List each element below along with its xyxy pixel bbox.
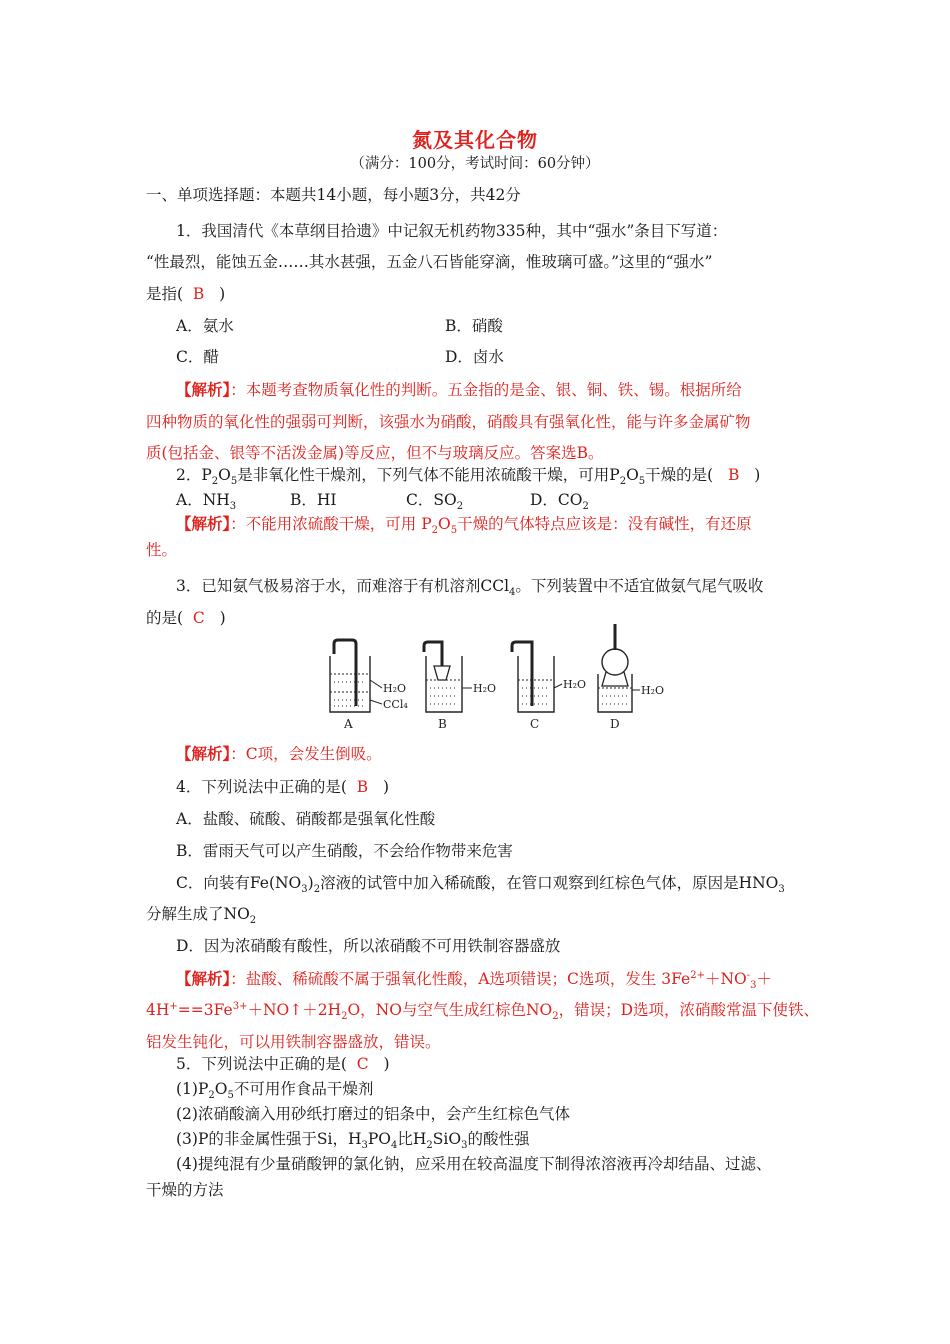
q1-analysis-line2: 四种物质的氧化性的强弱可判断，该强水为硝酸，硝酸具有强氧化性，能与许多金属矿物 <box>146 413 751 431</box>
apparatus-figure <box>326 622 666 738</box>
q1-option-b: B．硝酸 <box>445 317 503 335</box>
fig-label-c: C <box>530 717 540 731</box>
beaker-a <box>330 640 382 712</box>
q4-option-c-line2: 分解生成了$NO_2$ <box>146 905 257 927</box>
q1-stem-end: 是指( B ) <box>146 285 226 303</box>
q1-stem-line1: 1．我国清代《本草纲目拾遗》中记叙无机药物335种，其中“强水”条目下写道： <box>176 222 728 240</box>
q2-option-d: D．$CO_2$ <box>530 491 589 513</box>
fig-b-h2o-label: H₂O <box>473 682 497 695</box>
q4-option-b: B．雷雨天气可以产生硝酸，不会给作物带来危害 <box>176 842 513 860</box>
q3-analysis: 【解析】：C项，会发生倒吸。 <box>176 744 382 763</box>
q5-answer: C <box>356 1055 369 1073</box>
q2-option-b: B．HI <box>290 491 337 509</box>
q2-answer: B <box>728 466 740 484</box>
fig-a-h2o-label: H₂O <box>383 682 407 695</box>
q5-item-4-line1: (4)提纯混有少量硝酸钾的氯化钠，应采用在较高温度下制得浓溶液再冷却结晶、过滤、 <box>176 1155 772 1173</box>
q2-analysis-line2: 性。 <box>146 541 178 559</box>
beaker-c <box>512 642 562 712</box>
q5-item-1: $(1)P_2O_5$不可用作食品干燥剂 <box>176 1080 374 1102</box>
fig-label-a: A <box>344 717 353 731</box>
page-subtitle: （满分：100分，考试时间：60分钟） <box>350 156 600 172</box>
q1-option-d: D．卤水 <box>445 348 504 366</box>
section-heading: 一、单项选择题：本题共14小题，每小题3分，共42分 <box>146 186 521 204</box>
q3-stem-end: 的是( C ) <box>146 609 226 627</box>
q5-item-3: (3)P的非金属性强于Si，$H_3PO_4$比$H_2SiO_3$的酸性强 <box>176 1130 530 1152</box>
q4-option-a: A．盐酸、硫酸、硝酸都是强氧化性酸 <box>176 810 436 828</box>
q1-option-a: A．氨水 <box>176 317 234 335</box>
q3-stem-line1: 3．已知氨气极易溶于水，而难溶于有机溶剂CCl$_4$。下列装置中不适宜做氨气尾气吸收 <box>176 577 764 599</box>
fig-c-h2o-label: H₂O <box>563 678 587 691</box>
q4-analysis-line1: 【解析】：盐酸、稀硫酸不属于强氧化性酸，A选项错误；C选项，发生 $3Fe^{2+}+NO^-_3+$ <box>176 969 773 992</box>
q5-item-2: (2)浓硝酸滴入用砂纸打磨过的铝条中，会产生红棕色气体 <box>176 1105 570 1123</box>
fig-label-d: D <box>610 717 620 731</box>
fig-d-h2o-label: H₂O <box>641 684 665 697</box>
q1-stem-line2: “性最烈，能蚀五金……其水甚强，五金八石皆能穿滴，惟玻璃可盛。”这里的“强水” <box>146 253 713 271</box>
q4-option-c-line1: C．向装有$Fe(NO_3)_2$溶液的试管中加入稀硫酸，在管口观察到红棕色气体，原因是$HNO_3$ <box>176 874 785 896</box>
q2-analysis-line1: 【解析】：不能用浓硫酸干燥，可用 $P_2O_5$干燥的气体特点应该是：没有碱性，有还原 <box>176 514 752 537</box>
fig-a-ccl4-label: CCl₄ <box>383 698 408 711</box>
q5-stem: 5．下列说法中正确的是( C ) <box>176 1055 390 1073</box>
q1-analysis-line3: 质(包括金、银等不活泼金属)等反应，但不与玻璃反应。答案选B。 <box>146 444 604 462</box>
q4-analysis-line2: $4H^+==3Fe^{3+}+NO↑+2H_2O$，NO与空气生成红棕色$NO_2$，错误；D选项，浓硝酸常温下使铁、 <box>146 1000 820 1023</box>
page-title: 氮及其化合物 <box>412 128 538 152</box>
fig-label-b: B <box>438 717 447 731</box>
q1-answer: B <box>192 285 205 303</box>
q1-analysis-line1: 【解析】：本题考查物质氧化性的判断。五金指的是金、银、铜、铁、锡。根据所给 <box>176 380 742 399</box>
q4-analysis-line3: 铝发生钝化，可以用铁制容器盛放，错误。 <box>146 1033 441 1051</box>
q3-answer: C <box>192 609 205 627</box>
q2-stem: 2．$P_2O_5$是非氧化性干燥剂，下列气体不能用浓硫酸干燥，可用$P_2O_5$干燥的是( B ) <box>176 466 761 488</box>
q4-answer: B <box>356 778 369 796</box>
q4-stem: 4．下列说法中正确的是( B ) <box>176 778 390 796</box>
q2-option-c: C．$SO_2$ <box>406 491 464 513</box>
q4-option-d: D．因为浓硝酸有酸性，所以浓硝酸不可用铁制容器盛放 <box>176 937 561 955</box>
beaker-d <box>598 624 640 712</box>
q1-option-c: C．醋 <box>176 348 219 366</box>
q2-option-a: A．$NH_3$ <box>176 491 237 513</box>
beaker-b <box>424 642 472 712</box>
q5-item-4-line2: 干燥的方法 <box>146 1181 224 1199</box>
